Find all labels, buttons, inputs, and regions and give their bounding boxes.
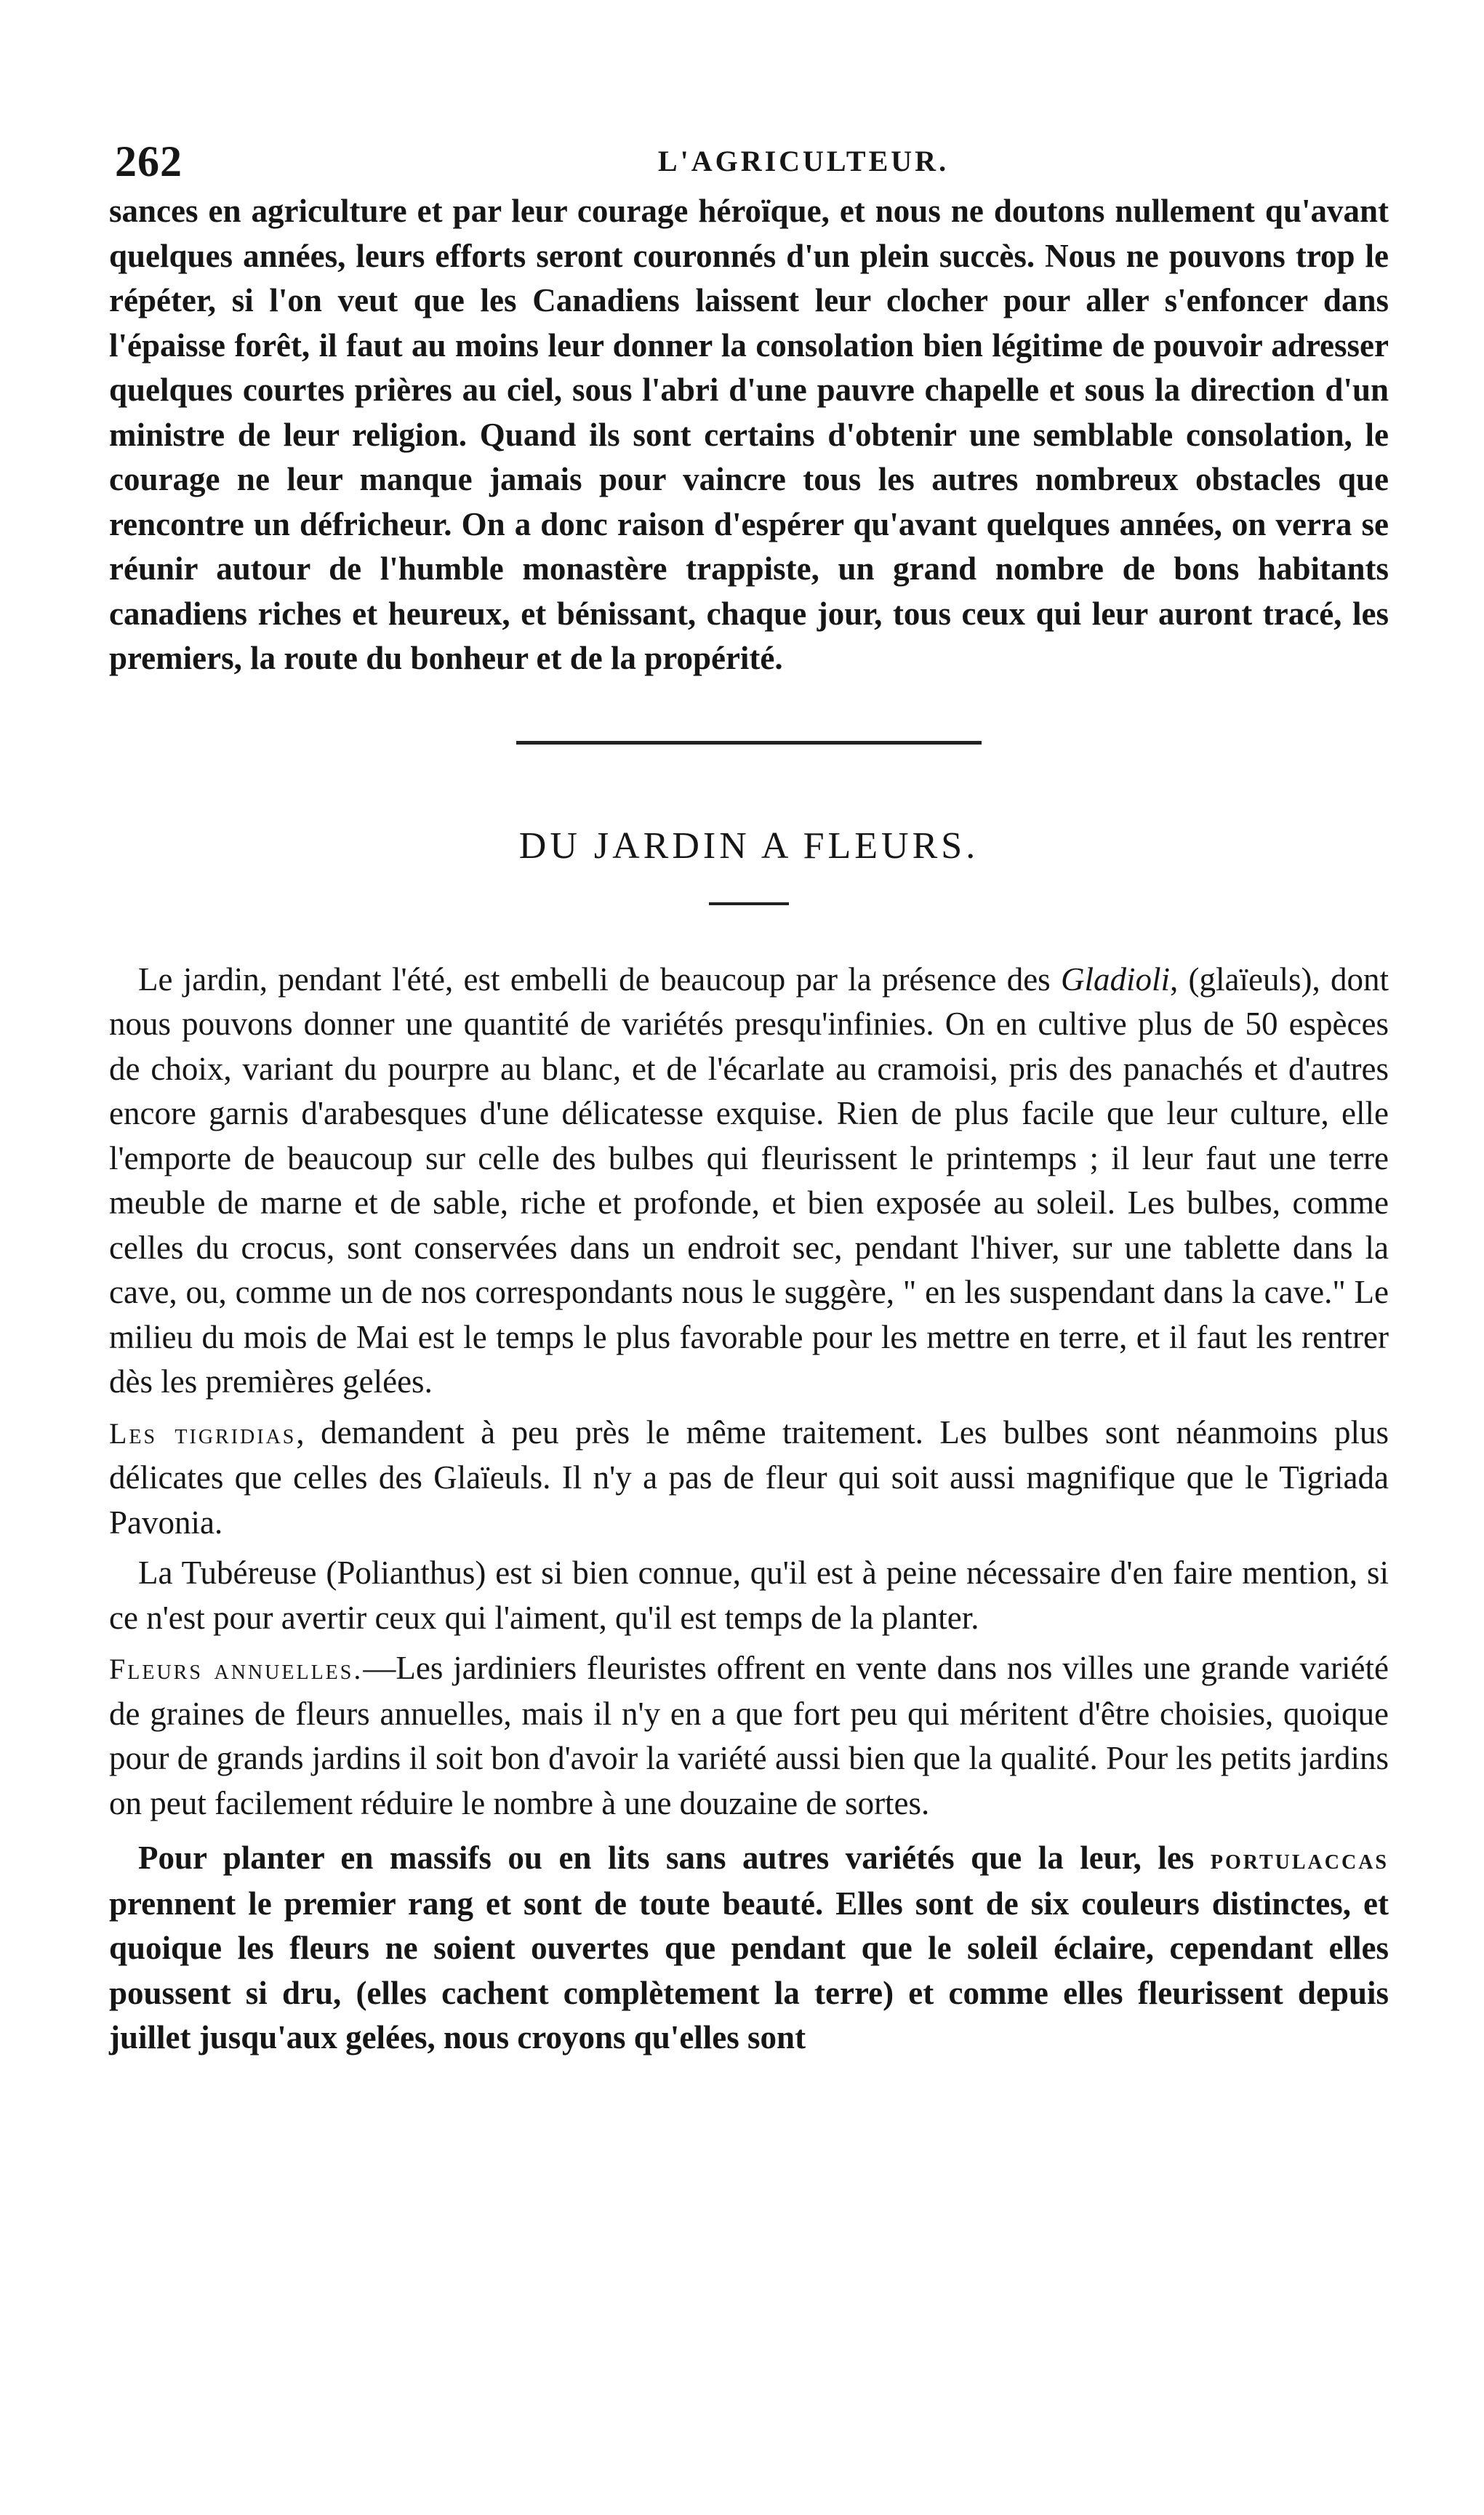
continued-paragraph: sances en agriculture et par leur courage héroïque, et nous ne doutons nullement qu'avant quelques années, leurs efforts seront couronnés d'un plein succès. Nous ne pouvons trop le répéter, si l'on veut que les Canadiens laissent leur clocher pour aller s'enfoncer dans l'épaisse forêt, il faut au moins leur donner la consolation bien légitime de pouvoir adresser quelques courtes prières au ciel, sous l'abri d'une pauvre chapelle et sous la direction d'un ministre de leur religion. Quand ils sont certains d'obtenir une semblable consolation, le courage ne leur manque jamais pour vaincre tous les autres nombreux obstacles que rencontre un défricheur. On a donc raison d'espérer qu'avant quelques années, on verra se réunir autour de l'humble monastère trappiste, un grand nombre de bons habitants canadiens riches et heureux, et bénissant, chaque jour, tous ceux qui leur auront tracé, les premiers, la route du bonheur et de la propérité.	[109, 193, 1389, 676]
tigridias-heading: Les tigridias	[109, 1416, 297, 1450]
paragraph-portulaccas	[109, 1836, 1389, 2061]
running-title: L'AGRICULTEUR.	[657, 145, 950, 177]
paragraph-gladioli-start: Le jardin, pendant l'été, est embelli de beaucoup par la présence des	[138, 960, 1061, 998]
paragraph-gladioli-rest: , (glaïeuls), dont nous pouvons donner une quantité de variétés presqu'infinies. On en cultive plus de 50 espèces de choix, variant du pourpre au blanc, et de l'écarlate au cramoisi, pris des panachés et d'autres encore garnis d'arabesques d'une délicatesse exquise. Rien de plus facile que leur culture, elle l'emporte de beaucoup sur celle des bulbes qui fleurissent le printemps ; il leur faut une terre meuble de marne et de sable, riche et profonde, et bien exposée au soleil. Les bulbes, comme celles du crocus, sont conservées dans un endroit sec, pendant l'hiver, sur une tablette dans la cave, ou, comme un de nos correspondants nous le suggère, " en les suspendant dans la cave." Le milieu du mois de Mai est le temps le plus favorable pour les mettre en terre, et il faut les rentrer dès les premières gelées.	[109, 960, 1389, 1400]
paragraph-tigridias-text: , demandent à peu près le même traitement. Les bulbes sont néanmoins plus délicates que celles des Glaïeuls. Il n'y a pas de fleur qui soit aussi magnifique que le Tigriada Pavonia.	[109, 1413, 1389, 1541]
portulaccas-caps: portulaccas	[1210, 1842, 1389, 1875]
paragraph-gladioli	[109, 958, 1389, 1405]
title-underline	[709, 902, 789, 905]
gladioli-italic: Gladioli	[1060, 960, 1170, 998]
paragraph-annuelles	[109, 1646, 1389, 1826]
paragraph-tubereuse: La Tubéreuse (Polianthus) est si bien connue, qu'il est à peine nécessaire d'en faire mention, si ce n'est pour avertir ceux qui l'aiment, qu'il est temps de la planter.	[109, 1555, 1389, 1636]
page-number: 262	[115, 137, 183, 185]
paragraph-portulaccas-start: Pour planter en massifs ou en lits sans autres variétés que la leur, les	[138, 1840, 1211, 1876]
paragraph-annuelles-text: —Les jardiniers fleuristes offrent en vente dans nos villes une grande variété de graines de fleurs annuelles, mais il n'y en a que fort peu qui méritent d'être choisies, quoique pour de grands jardins il soit bon d'avoir la variété aussi bien que la qualité. Pour les petits jardins on peut facilement réduire le nombre à une douzaine de sortes.	[109, 1650, 1389, 1821]
book-page	[109, 131, 1389, 2061]
annuelles-heading: Fleurs annuelles.	[109, 1653, 364, 1685]
section-divider	[516, 741, 982, 745]
section-title: DU JARDIN A FLEURS.	[518, 825, 979, 867]
running-head	[109, 131, 1389, 189]
paragraph-portulaccas-rest: prennent le premier rang et sont de toute beauté. Elles sont de six couleurs distinctes, et quoique les fleurs ne soient ouvertes que pendant que le soleil éclaire, cependant elles poussent si dru, (elles cachent complètement la terre) et comme elles fleurissent depuis juillet jusqu'aux gelées, nous croyons qu'elles sont	[109, 1885, 1389, 2055]
paragraph-tigridias	[109, 1411, 1389, 1546]
